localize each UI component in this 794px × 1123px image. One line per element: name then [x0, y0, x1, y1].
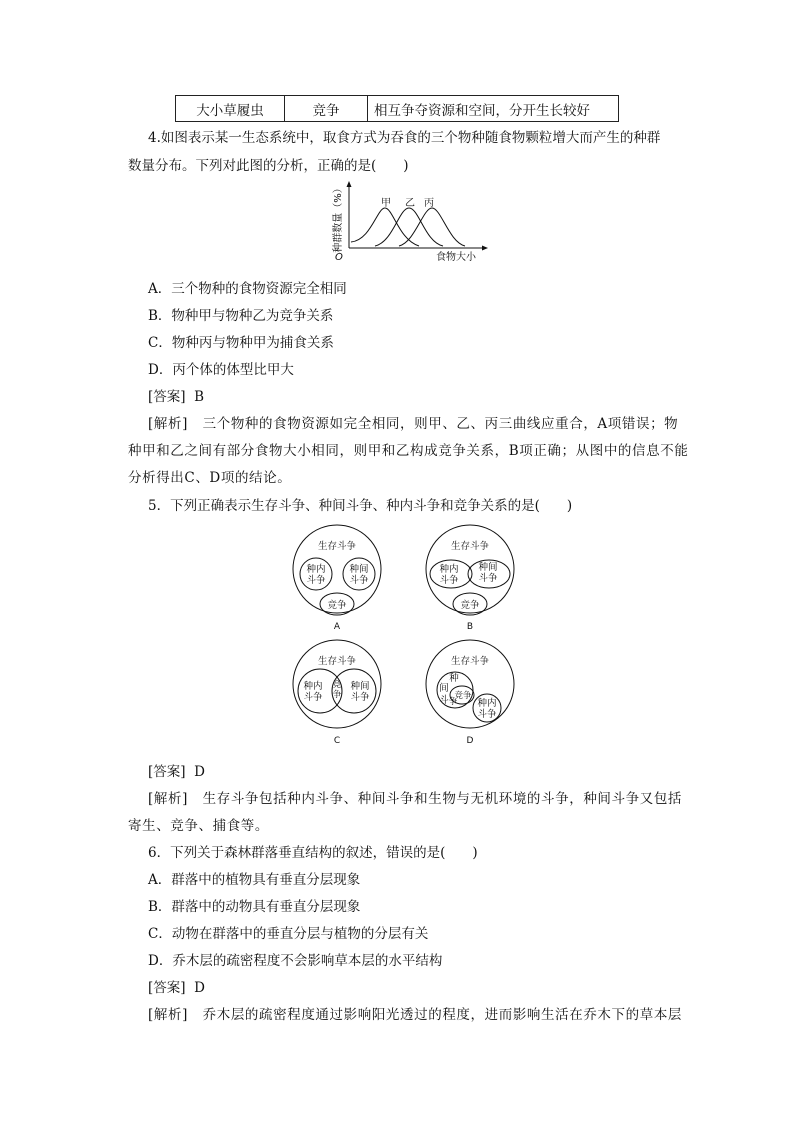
label-intra-1: 种内	[306, 564, 326, 575]
q4-population-graph	[305, 178, 525, 270]
venn-d	[426, 640, 514, 746]
label-inter-1: 种间	[350, 681, 370, 692]
label-outer: 生存斗争	[450, 541, 490, 552]
label-comp-2: 争	[332, 690, 342, 700]
q4-option-b: B．物种甲与物种乙为竞争关系	[148, 308, 334, 324]
q6-stem: 6．下列关于森林群落垂直结构的叙述，错误的是( )	[148, 845, 478, 861]
table-row	[176, 96, 619, 122]
q5-venn-diagrams	[285, 524, 525, 749]
curve-label-yi: 乙	[405, 198, 415, 209]
label-comp: 竞争	[460, 600, 480, 611]
q4-answer	[148, 385, 204, 405]
q4-explain-line3: 分析得出C、D项的结论。	[128, 470, 292, 486]
graph-origin: O	[335, 252, 343, 263]
graph-x-arrow	[482, 246, 488, 251]
explain-tag: [解析]	[148, 416, 188, 432]
q4-option-c: C．物种丙与物种甲为捕食关系	[148, 335, 334, 351]
q4-option-d: D．丙个体的体型比甲大	[148, 362, 294, 378]
label-outer: 生存斗争	[450, 656, 490, 667]
label-d: D	[466, 736, 474, 746]
venn-b	[426, 525, 514, 632]
label-comp: 竞争	[454, 691, 472, 701]
q5-stem: 5．下列正确表示生存斗争、种间斗争、种内斗争和竞争关系的是( )	[148, 498, 573, 514]
q6-answer	[148, 976, 205, 996]
q4-explain-line1	[148, 412, 678, 432]
q5-explain-line1	[148, 787, 682, 807]
label-comp-1: 竞	[332, 680, 342, 690]
answer-tag: [答案]	[148, 389, 186, 405]
table-cell: 相互争夺资源和空间，分开生长较好	[368, 96, 619, 122]
label-inter-top: 种	[449, 673, 459, 684]
label-intra-1: 种内	[303, 681, 323, 692]
label-outer: 生存斗争	[317, 656, 357, 667]
label-outer: 生存斗争	[317, 541, 357, 552]
explain-tag: [解析]	[148, 791, 188, 807]
label-c: C	[333, 736, 341, 746]
label-inter-end: 争	[448, 697, 458, 707]
label-intra-2: 斗争	[303, 692, 323, 703]
label-a: A	[333, 622, 341, 632]
top-table	[175, 95, 619, 122]
q6-option-b: B．群落中的动物具有垂直分层现象	[148, 899, 361, 915]
q4-stem-line1: 4.如图表示某一生态系统中，取食方式为吞食的三个物种随食物颗粒增大而产生的种群	[148, 130, 661, 146]
curve-label-jia: 甲	[381, 198, 391, 209]
explain-tag: [解析]	[148, 1007, 188, 1023]
q6-option-d: D．乔木层的疏密程度不会影响草本层的水平结构	[148, 953, 443, 969]
label-inter-2: 斗争	[350, 692, 370, 703]
answer-tag: [答案]	[148, 764, 186, 780]
table-cell: 大小草履虫	[176, 96, 285, 122]
q6-option-c: C．动物在群落中的垂直分层与植物的分层有关	[148, 926, 429, 942]
label-comp: 竞争	[327, 600, 347, 611]
label-inter-2: 斗争	[349, 575, 369, 586]
explain-text: 三个物种的食物资源如完全相同，则甲、乙、丙三曲线应重合，A项错误；物	[202, 416, 679, 432]
table-cell: 竞争	[285, 96, 368, 122]
graph-y-arrow	[347, 181, 352, 187]
q5-explain-line2: 寄生、竞争、捕食等。	[128, 818, 269, 834]
label-inter-1: 种间	[478, 562, 498, 573]
answer-tag: [答案]	[148, 980, 186, 996]
label-intra-2: 斗争	[439, 575, 459, 586]
q6-option-a: A．群落中的植物具有垂直分层现象	[148, 872, 361, 888]
venn-c	[293, 640, 381, 746]
curve-label-bing: 丙	[424, 198, 434, 209]
label-intra-1: 种内	[439, 564, 459, 575]
label-intra-1: 种内	[477, 698, 497, 709]
q4-option-a: A．三个物种的食物资源完全相同	[148, 281, 347, 297]
label-inter-mid: 间	[439, 683, 449, 694]
answer-value: D	[194, 764, 205, 780]
label-intra-2: 斗争	[477, 709, 497, 720]
label-intra-2: 斗争	[306, 575, 326, 586]
label-inter-2: 斗争	[478, 573, 498, 584]
q4-stem-line2: 数量分布。下列对此图的分析，正确的是( )	[128, 158, 409, 174]
explain-text: 乔木层的疏密程度通过影响阳光透过的程度，进而影响生活在乔木下的草本层	[202, 1007, 683, 1023]
graph-xlabel: 食物大小	[436, 252, 476, 263]
label-inter-1: 种间	[349, 564, 369, 575]
q4-explain-line2: 种甲和乙之间有部分食物大小相同，则甲和乙构成竞争关系，B项正确；从图中的信息不能	[128, 443, 689, 459]
label-b: B	[466, 622, 474, 632]
label-inter-bot: 斗	[439, 695, 449, 706]
q6-explain-line1	[148, 1003, 682, 1023]
explain-text: 生存斗争包括种内斗争、种间斗争和生物与无机环境的斗争，种间斗争又包括	[202, 791, 683, 807]
graph-ylabel: 种群数量（%）	[333, 183, 344, 253]
answer-value: D	[194, 980, 205, 996]
answer-value: B	[194, 389, 205, 405]
q5-answer	[148, 760, 205, 780]
venn-a	[293, 525, 381, 632]
